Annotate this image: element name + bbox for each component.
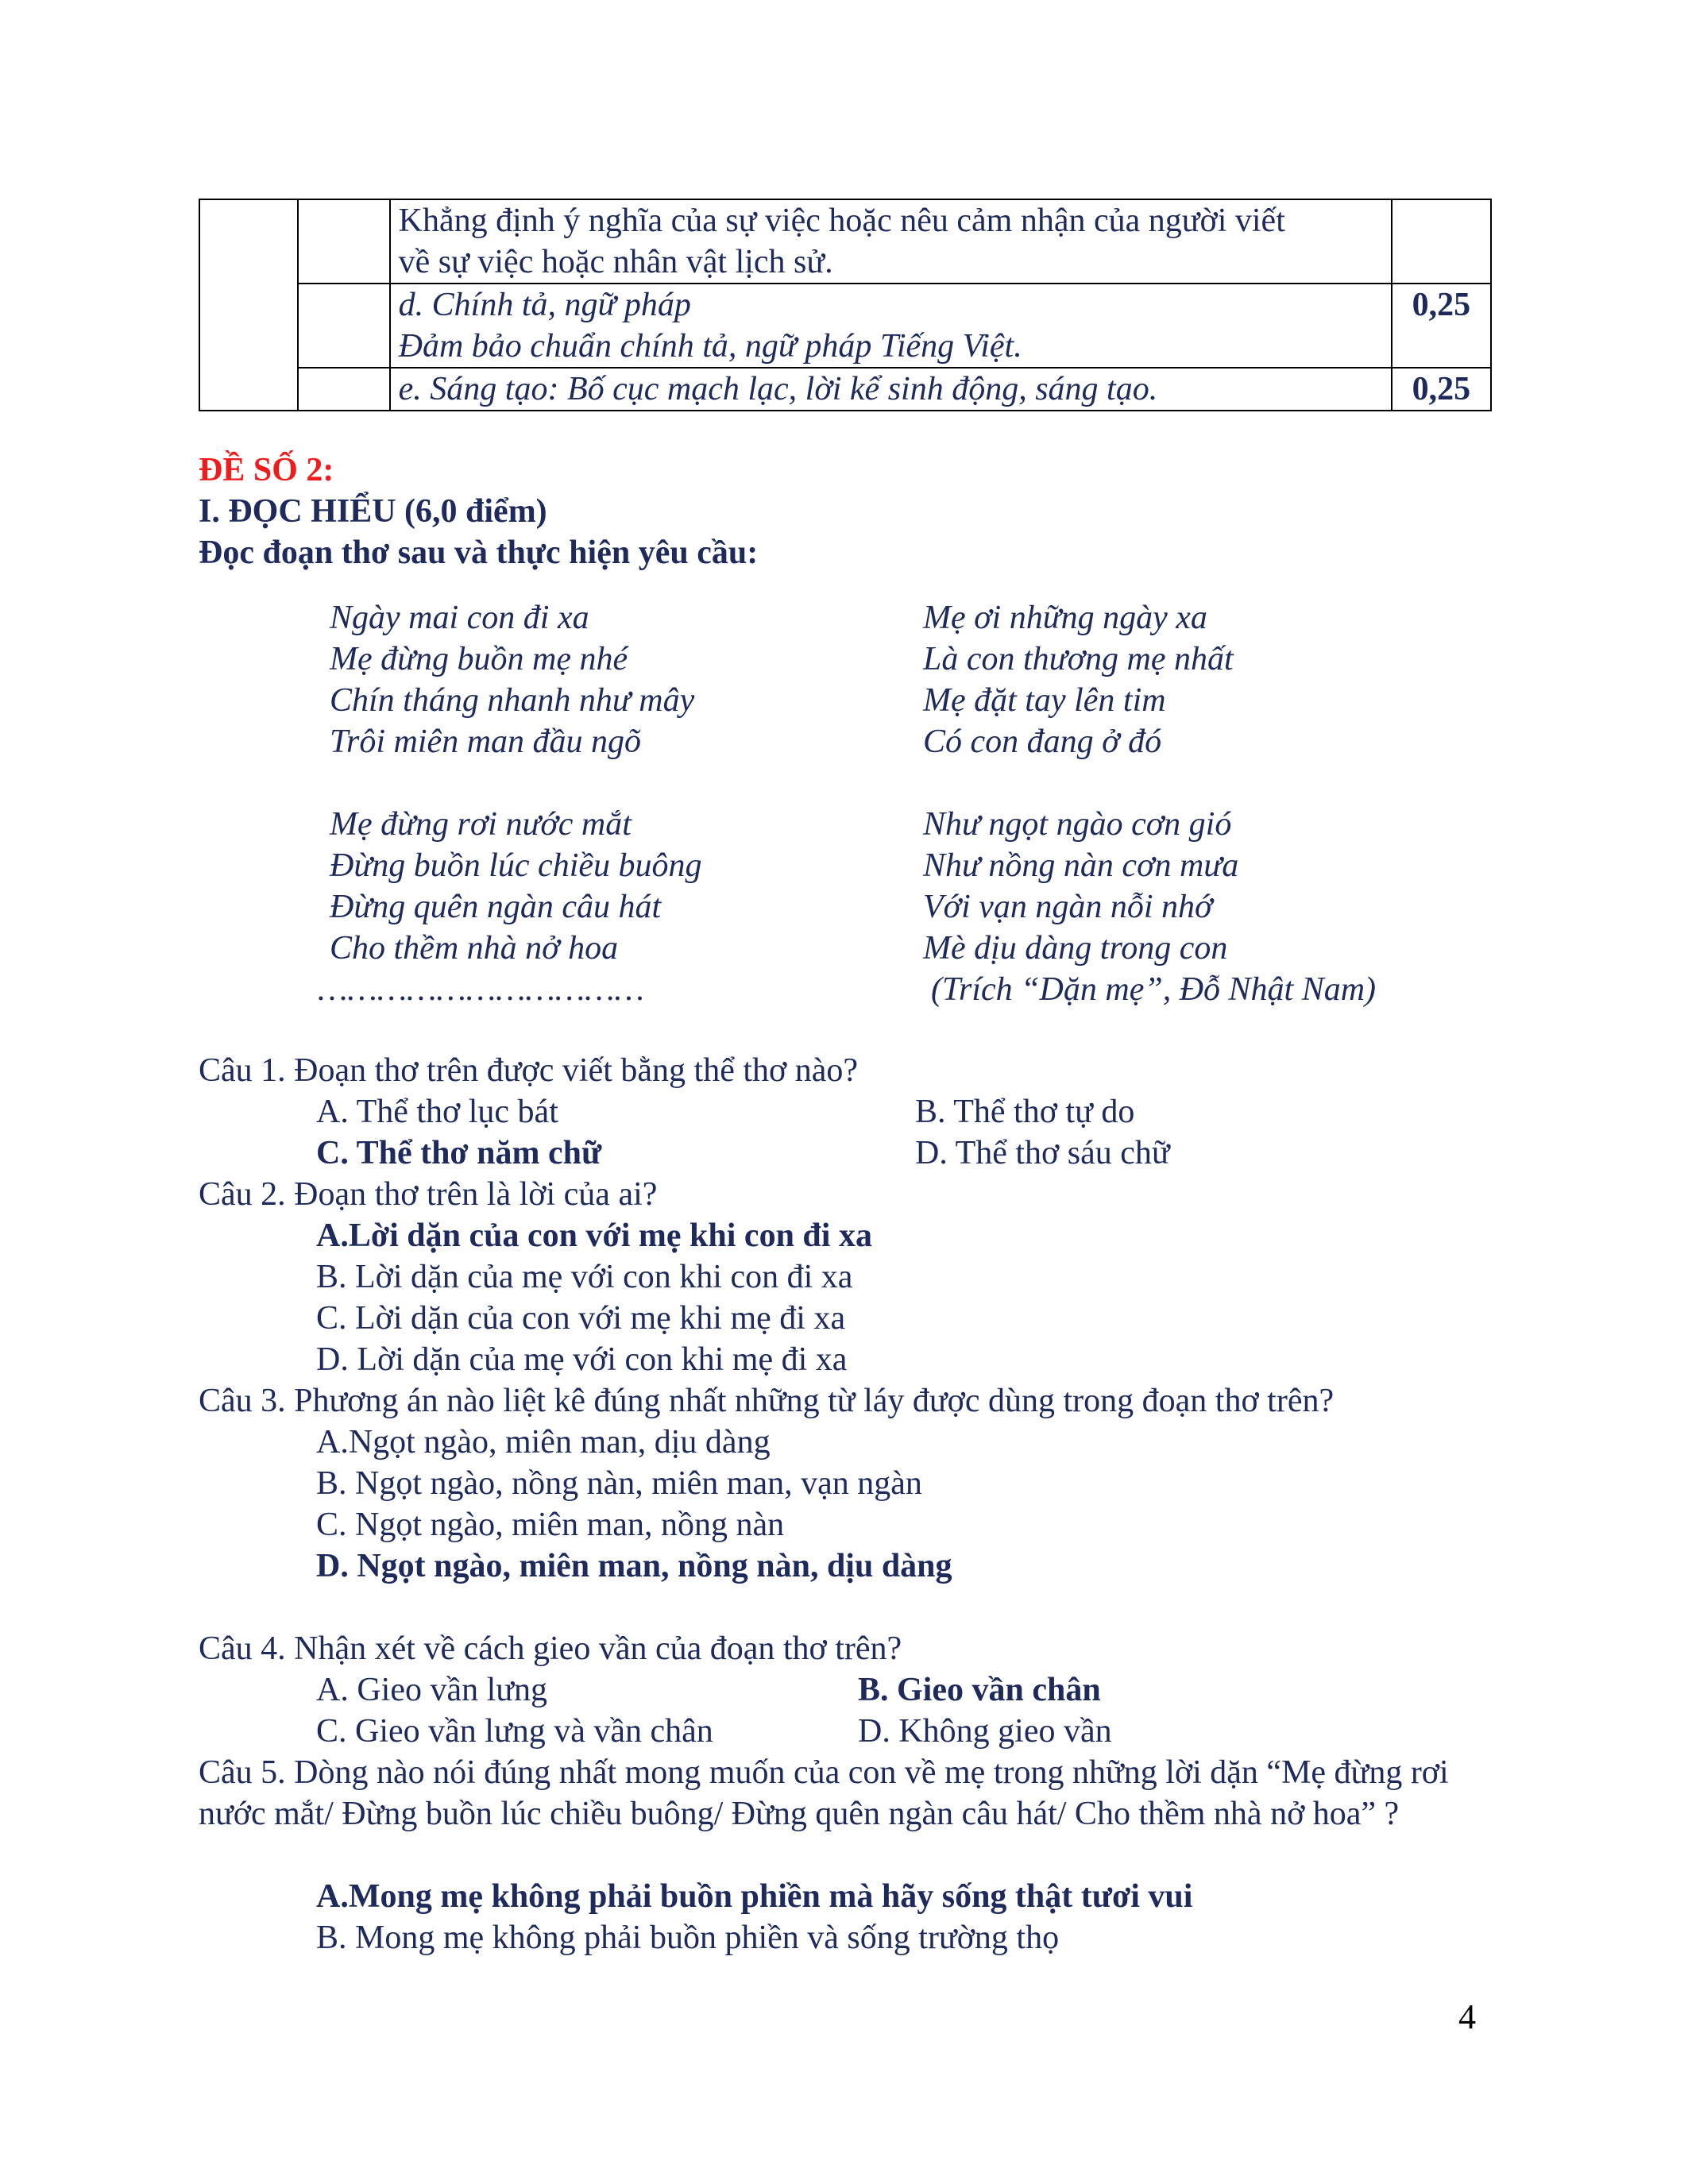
poem-line: Trôi miên man đầu ngõ <box>330 723 642 760</box>
poem-line: Mè dịu dàng trong con <box>923 930 1228 967</box>
question-2-option-d: D. Lời dặn của mẹ với con khi mẹ đi xa <box>316 1341 848 1378</box>
question-5: Câu 5. Dòng nào nói đúng nhất mong muốn của con về mẹ trong những lời dặn “Mẹ đừng rơi nước mắt/ Đừng buồn lúc chiều buông/ Đừng quên ngàn câu hát/ Cho thềm nhà nở hoa” ? <box>199 1754 1449 1832</box>
criteria-cell <box>390 368 1392 411</box>
question-1-option-d: D. Thể thơ sáu chữ <box>915 1135 1170 1171</box>
question-1-option-a: A. Thể thơ lục bát <box>316 1094 558 1130</box>
criteria-line: e. Sáng tạo: Bố cục mạch lạc, lời kể sinh động, sáng tạo. <box>398 371 1158 407</box>
instruction-text: Đọc đoạn thơ sau và thực hiện yêu cầu: <box>199 534 759 571</box>
poem-line: Là con thương mẹ nhất <box>923 641 1234 677</box>
criteria-cell <box>390 284 1392 368</box>
poem-line: Như ngọt ngào cơn gió <box>923 806 1232 843</box>
criteria-cell <box>390 199 1392 284</box>
criteria-line: d. Chính tả, ngữ pháp <box>398 287 691 323</box>
question-4-option-b: B. Gieo vần chân <box>858 1672 1101 1708</box>
question-3-option-b: B. Ngọt ngào, nồng nàn, miên man, vạn ngàn <box>316 1465 922 1502</box>
section-heading: I. ĐỌC HIỂU (6,0 điểm) <box>199 493 547 530</box>
poem-line: Với vạn ngàn nỗi nhớ <box>923 889 1213 925</box>
question-1-option-c: C. Thể thơ năm chữ <box>316 1135 602 1171</box>
poem-line: Có con đang ở đó <box>923 723 1162 760</box>
poem-line: Đừng buồn lúc chiều buông <box>330 847 702 884</box>
poem-line: Mẹ đừng rơi nước mắt <box>330 806 632 843</box>
criteria-line: Khẳng định ý nghĩa của sự việc hoặc nêu cảm nhận của người viết <box>398 203 1285 239</box>
poem-line: Mẹ đừng buồn mẹ nhé <box>330 641 628 677</box>
exam-number-heading: ĐỀ SỐ 2: <box>199 452 334 488</box>
poem-line: Cho thềm nhà nở hoa <box>330 930 619 967</box>
table-cell <box>199 199 298 411</box>
criteria-line: về sự việc hoặc nhân vật lịch sử. <box>398 244 833 280</box>
page-number: 4 <box>1458 1997 1476 2036</box>
question-4-option-c: C. Gieo vần lưng và vần chân <box>316 1713 713 1750</box>
poem-ellipsis: …………………………… <box>318 971 644 1008</box>
poem-line: Như nồng nàn cơn mưa <box>923 847 1239 884</box>
table-row <box>199 284 1491 368</box>
poem-line: Chín tháng nhanh như mây <box>330 682 695 719</box>
question-2-option-b: B. Lời dặn của mẹ với con khi con đi xa <box>316 1259 853 1295</box>
question-4-option-d: D. Không gieo vần <box>858 1713 1112 1750</box>
score-cell: 0,25 <box>1392 284 1491 368</box>
question-3-option-d: D. Ngọt ngào, miên man, nồng nàn, dịu dàng <box>316 1548 952 1584</box>
question-4-option-a: A. Gieo vần lưng <box>316 1672 548 1708</box>
table-row <box>199 199 1491 284</box>
score-cell: 0,25 <box>1392 368 1491 411</box>
poem-line: Ngày mai con đi xa <box>330 600 589 636</box>
question-3-option-a: A.Ngọt ngào, miên man, dịu dàng <box>316 1424 771 1461</box>
question-2-option-c: C. Lời dặn của con với mẹ khi mẹ đi xa <box>316 1300 846 1337</box>
question-3: Câu 3. Phương án nào liệt kê đúng nhất những từ láy được dùng trong đoạn thơ trên? <box>199 1383 1335 1419</box>
table-row <box>199 368 1491 411</box>
score-cell <box>1392 199 1491 284</box>
question-4: Câu 4. Nhận xét về cách gieo vần của đoạn thơ trên? <box>199 1630 902 1667</box>
poem-line: Đừng quên ngàn câu hát <box>330 889 662 925</box>
table-cell <box>298 284 390 368</box>
table-cell <box>298 199 390 284</box>
question-1: Câu 1. Đoạn thơ trên được viết bằng thể thơ nào? <box>199 1052 859 1089</box>
question-5-option-a: A.Mong mẹ không phải buồn phiền mà hãy sống thật tươi vui <box>316 1878 1193 1915</box>
question-3-option-c: C. Ngọt ngào, miên man, nồng nàn <box>316 1507 785 1543</box>
criteria-line: Đảm bảo chuẩn chính tả, ngữ pháp Tiếng Việt. <box>398 328 1022 365</box>
poem-source: (Trích “Dặn mẹ”, Đỗ Nhật Nam) <box>931 971 1377 1008</box>
poem-line: Mẹ ơi những ngày xa <box>923 600 1207 636</box>
question-2-option-a: A.Lời dặn của con với mẹ khi con đi xa <box>316 1217 872 1254</box>
poem-line: Mẹ đặt tay lên tim <box>923 682 1166 719</box>
table-cell <box>298 368 390 411</box>
question-5-option-b: B. Mong mẹ không phải buồn phiền và sống trường thọ <box>316 1920 1060 1956</box>
question-1-option-b: B. Thể thơ tự do <box>915 1094 1135 1130</box>
grading-table <box>199 199 1492 411</box>
question-2: Câu 2. Đoạn thơ trên là lời của ai? <box>199 1176 658 1213</box>
